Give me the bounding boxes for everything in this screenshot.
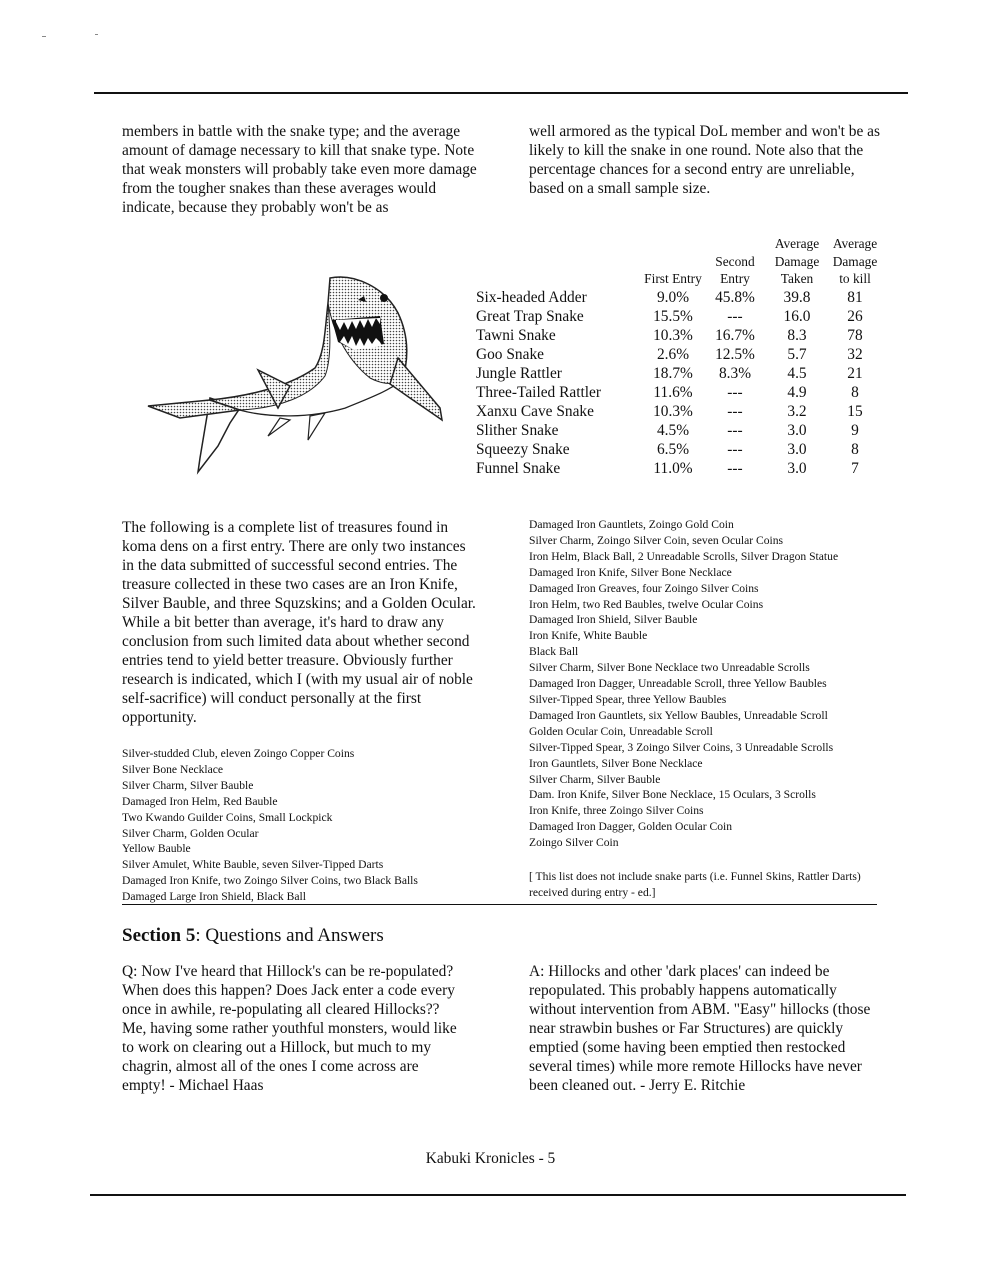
damage-to-kill-value: 7 (851, 459, 859, 477)
list-item: Iron Knife, three Zoingo Silver Coins (529, 804, 704, 818)
first-entry-value: 4.5% (656, 421, 690, 439)
damage-to-kill-value: 8 (851, 440, 859, 458)
table-row (476, 383, 883, 402)
snake-name: Squeezy Snake (476, 440, 570, 458)
list-item: Iron Helm, Black Ball, 2 Unreadable Scrolls, Silver Dragon Statue (529, 549, 839, 563)
table-row (476, 459, 883, 478)
damage-taken-value: 39.8 (783, 288, 811, 306)
list-item: Golden Ocular Coin, Unreadable Scroll (529, 724, 713, 738)
list-item: Silver Charm, Silver Bauble (122, 778, 254, 792)
intro-right-paragraph (529, 122, 884, 198)
list-item: Yellow Bauble (122, 842, 191, 856)
damage-taken-value: 8.3 (787, 326, 807, 344)
first-entry-value: 11.0% (653, 459, 693, 477)
list-item: Iron Gauntlets, Silver Bone Necklace (529, 756, 703, 770)
damage-taken-value: 4.9 (787, 383, 807, 401)
list-item: Iron Knife, White Bauble (529, 629, 648, 643)
damage-to-kill-value: 32 (847, 345, 863, 363)
damage-to-kill-value: 78 (847, 326, 863, 344)
second-entry-value: --- (727, 402, 743, 420)
list-item: Damaged Iron Shield, Silver Bauble (529, 613, 698, 627)
intro-left-paragraph (122, 122, 482, 217)
list-item: Damaged Iron Knife, Silver Bone Necklace (529, 565, 732, 579)
snake-name: Xanxu Cave Snake (476, 402, 594, 420)
table-row (476, 307, 883, 326)
table-header-row (476, 235, 883, 288)
list-item: Two Kwando Guilder Coins, Small Lockpick (122, 810, 333, 824)
second-entry-value: 45.8% (715, 288, 755, 306)
question-paragraph (122, 962, 462, 1095)
list-item: Zoingo Silver Coin (529, 836, 619, 850)
header-damage-to-kill: Average Damage to kill (832, 236, 878, 286)
damage-to-kill-value: 81 (847, 288, 863, 306)
section-title: : Questions and Answers (195, 925, 384, 946)
table-row (476, 288, 883, 307)
damage-to-kill-value: 26 (847, 307, 863, 325)
page-footer: Kabuki Kronicles - 5 (425, 1150, 556, 1167)
damage-to-kill-value: 9 (851, 421, 859, 439)
damage-taken-value: 16.0 (783, 307, 811, 325)
list-item: Damaged Large Iron Shield, Black Ball (122, 890, 306, 904)
bottom-rule (90, 1194, 906, 1196)
list-item: Silver-Tipped Spear, three Yellow Baubles (529, 692, 727, 706)
list-item: Damaged Iron Greaves, four Zoingo Silver Coins (529, 581, 759, 595)
snake-name: Great Trap Snake (476, 307, 584, 325)
first-entry-value: 9.0% (656, 288, 690, 306)
damage-taken-value: 3.0 (787, 440, 807, 458)
editor-note (529, 869, 879, 901)
second-entry-value: 8.3% (718, 364, 752, 382)
second-entry-value: --- (727, 307, 743, 325)
question-text: Q: Now I've heard that Hillock's can be re-populated? When does this happen? Does Jack enter a code every once in awhile, re-populating all cleared Hillocks?? Me, having some rather youthful monsters, would like to work on clearing out a Hillock, but much to my chagrin, almost all of the ones I come across are empty! - Michael Haas (122, 963, 457, 1094)
list-item: Damaged Iron Dagger, Unreadable Scroll, three Yellow Baubles (529, 677, 827, 691)
intro-right-text: well armored as the typical DoL member and won't be as likely to kill the snake in one round. Note also that the percentage chances for a second entry are unreliable, based on a small sample size. (529, 123, 880, 197)
section-heading (122, 924, 384, 948)
list-item: Damaged Iron Dagger, Golden Ocular Coin (529, 820, 733, 834)
list-item: Damaged Iron Gauntlets, six Yellow Baubles, Unreadable Scroll (529, 708, 828, 722)
treasure-list-right (529, 517, 838, 851)
shark-icon (140, 258, 450, 480)
table-row (476, 421, 883, 440)
first-entry-value: 10.3% (653, 402, 693, 420)
editor-note-text: [ This list does not include snake parts (i.e. Funnel Skins, Rattler Darts) received during entry - ed.] (529, 870, 861, 899)
first-entry-value: 18.7% (653, 364, 693, 382)
list-item: Damaged Iron Helm, Red Bauble (122, 794, 278, 808)
list-item: Silver Amulet, White Bauble, seven Silver-Tipped Darts (122, 858, 384, 872)
snake-name: Funnel Snake (476, 459, 561, 477)
table-row (476, 364, 883, 383)
list-item: Black Ball (529, 645, 579, 659)
list-item: Silver Charm, Silver Bauble (529, 772, 661, 786)
damage-taken-value: 4.5 (787, 364, 807, 382)
damage-to-kill-value: 8 (851, 383, 859, 401)
list-item: Damaged Iron Gauntlets, Zoingo Gold Coin (529, 518, 734, 531)
second-entry-value: --- (727, 440, 743, 458)
second-entry-value: 16.7% (715, 326, 755, 344)
treasure-list-left (122, 746, 418, 905)
first-entry-value: 6.5% (656, 440, 690, 458)
answer-paragraph (529, 962, 879, 1095)
list-item: Iron Helm, two Red Baubles, twelve Ocular Coins (529, 597, 764, 611)
damage-to-kill-value: 15 (847, 402, 863, 420)
damage-taken-value: 3.0 (787, 459, 807, 477)
header-name (476, 235, 643, 288)
first-entry-value: 15.5% (653, 307, 693, 325)
second-entry-value: --- (727, 459, 743, 477)
list-item: Silver-studded Club, eleven Zoingo Copper Coins (122, 747, 355, 760)
section-number: Section 5 (122, 925, 196, 946)
list-item: Silver Bone Necklace (122, 762, 224, 776)
table-row (476, 345, 883, 364)
damage-taken-value: 3.0 (787, 421, 807, 439)
list-item: Silver Charm, Silver Bone Necklace two Unreadable Scrolls (529, 661, 810, 675)
first-entry-value: 2.6% (656, 345, 690, 363)
treasure-intro-text: The following is a complete list of treasures found in koma dens on a first entry. There are only two instances in the data submitted of successful second entries. The treasure collected in these two cases are an Iron Knife, Silver Bauble, and three Squzskins; and a Golden Ocular. While a bit better than average, it's hard to draw any conclusion from such limited data about whether second entries tend to yield better treasure. Obviously further research is indicated, which I (with my usual air of noble self-sacrifice) will conduct personally at the first opportunity. (122, 519, 476, 726)
table-row (476, 440, 883, 459)
list-item: Silver Charm, Golden Ocular (122, 826, 259, 840)
snake-stats-table (476, 235, 883, 478)
snake-name: Goo Snake (476, 345, 544, 363)
top-rule (94, 92, 908, 94)
scan-speck (95, 34, 98, 35)
header-damage-taken: Average Damage Taken (774, 236, 820, 286)
list-item: Dam. Iron Knife, Silver Bone Necklace, 15 Oculars, 3 Scrolls (529, 788, 816, 802)
first-entry-value: 11.6% (653, 383, 693, 401)
damage-taken-value: 5.7 (787, 345, 807, 363)
intro-left-text: members in battle with the snake type; and the average amount of damage necessary to kill that snake type. Note that weak monsters will probably take even more damage from the tougher snakes than these averages would indicate, because they probably won't be as (122, 123, 477, 216)
snake-name: Tawni Snake (476, 326, 556, 344)
scan-speck (42, 36, 46, 37)
header-second-entry: Second Entry (715, 253, 755, 286)
list-item: Damaged Iron Knife, two Zoingo Silver Coins, two Black Balls (122, 874, 418, 888)
second-entry-value: --- (727, 383, 743, 401)
list-item: Silver-Tipped Spear, 3 Zoingo Silver Coins, 3 Unreadable Scrolls (529, 740, 834, 754)
first-entry-value: 10.3% (653, 326, 693, 344)
header-first-entry: First Entry (644, 271, 702, 286)
second-entry-value: --- (727, 421, 743, 439)
damage-to-kill-value: 21 (847, 364, 863, 382)
table-row (476, 326, 883, 345)
damage-taken-value: 3.2 (787, 402, 807, 420)
snake-name: Jungle Rattler (476, 364, 562, 382)
snake-name: Three-Tailed Rattler (476, 383, 601, 401)
list-item: Silver Charm, Zoingo Silver Coin, seven Ocular Coins (529, 533, 784, 547)
second-entry-value: 12.5% (715, 345, 755, 363)
treasure-intro-paragraph (122, 518, 477, 727)
table-row (476, 402, 883, 421)
snake-name: Six-headed Adder (476, 288, 587, 306)
answer-text: A: Hillocks and other 'dark places' can indeed be repopulated. This probably happens automatically without intervention from ABM. "Easy" hillocks (those near strawbin bushes or Far Structures) are quickly emptied (some having been emptied then restocked several times) while more remote Hillocks have never been cleaned out. - Jerry E. Ritchie (529, 963, 871, 1094)
section-rule (122, 904, 877, 905)
snake-name: Slither Snake (476, 421, 559, 439)
